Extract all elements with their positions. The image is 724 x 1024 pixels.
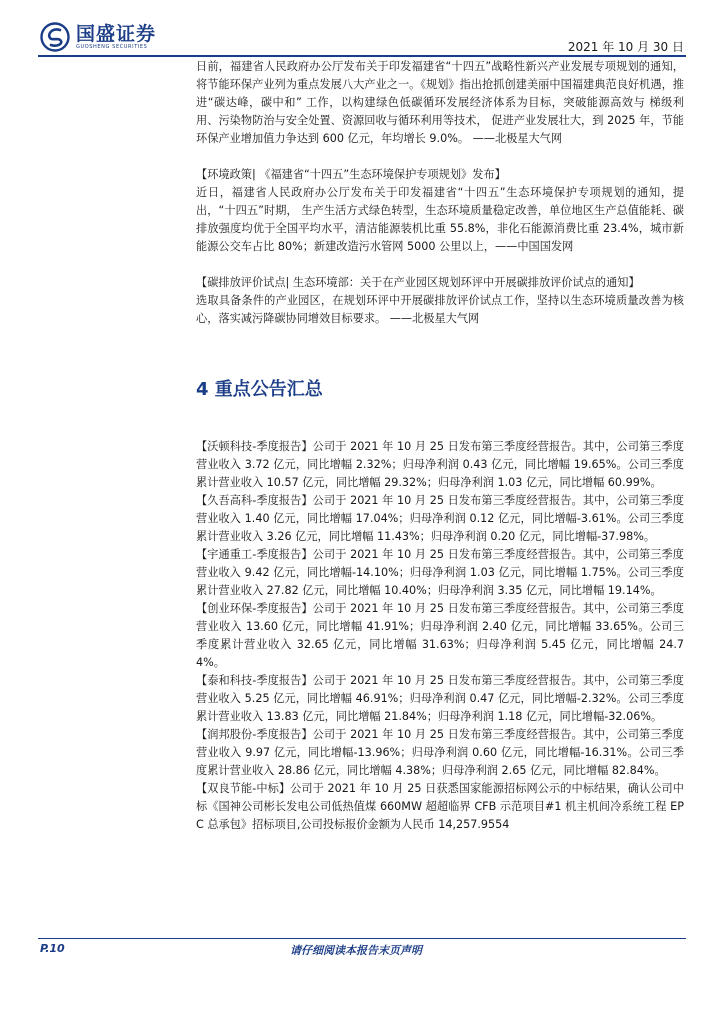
announcement-item: 【润邦股份-季度报告】公司于 2021 年 10 月 25 日发布第三季度经营报告。其中，公司第三季度营业收入 9.97 亿元，同比增幅-13.96%；归母净利润 0.60 亿元，同比增幅-16.31%。公司三季度累计营业收入 28.86 亿元，同比增幅 4.38%；归母净利润 2.65 亿元，同比增幅 82.84%。	[196, 728, 684, 777]
section-title: 4 重点公告汇总	[196, 379, 323, 400]
announcement-item: 【沃顿科技-季度报告】公司于 2021 年 10 月 25 日发布第三季度经营报告。其中，公司第三季度营业收入 3.72 亿元，同比增幅 2.32%；归母净利润 0.43 亿元，同比增幅 19.65%。公司三季度累计营业收入 10.57 亿元，同比增幅 29.32%；归母净利润 1.03 亿元，同比增幅 60.99%。	[196, 440, 684, 489]
spacer	[196, 402, 684, 420]
logo-english-name: GUOSHENG SECURITIES	[76, 43, 148, 50]
guosheng-logo-icon	[40, 22, 70, 52]
report-date: 2021 年 10 月 30 日	[567, 40, 684, 54]
announcement-item: 【久吾高科-季度报告】公司于 2021 年 10 月 25 日发布第三季度经营报告。其中，公司第三季度营业收入 1.40 亿元，同比增幅 17.04%；归母净利润 0.12 亿元，同比增幅-3.61%。公司三季度累计营业收入 3.26 亿元，同比增幅 11.43%；归母净利润 0.20 亿元，同比增幅-37.98%。	[196, 494, 684, 543]
main-content	[196, 58, 684, 834]
logo-chinese-name: 国盛证券	[76, 22, 157, 45]
footer-divider	[38, 938, 686, 939]
announcement-item: 【宇通重工-季度报告】公司于 2021 年 10 月 25 日发布第三季度经营报告。其中，公司第三季度营业收入 9.42 亿元，同比增幅-14.10%；归母净利润 1.03 亿元，同比增幅 1.75%。公司三季度累计营业收入 27.82 亿元，同比增幅 10.40%；归母净利润 3.35 亿元，同比增幅 19.14%。	[196, 548, 684, 597]
news-paragraph-carbon-trial: 选取具备条件的产业园区，在规划环评中开展碳排放评价试点工作，坚持以生态环境质量改善为核心，落实减污降碳协同增效目标要求。 ——北极星大气网	[196, 294, 684, 325]
header-divider	[38, 55, 686, 57]
news-paragraph-env-plan: 近日，福建省人民政府办公厅发布关于印发福建省“十四五”生态环境保护专项规划的通知，提出，“十四五”时期， 生产生活方式绿色转型，生态环境质量稳定改善，单位地区生产总值能耗、碳排放强度均优于全国平均水平，清洁能源装机比重 55.8%，非化石能源消费比重 23.4%，城市新能源公交车占比 80%；新建改造污水管网 5000 公里以上，——中国国发网	[196, 186, 684, 253]
spacer	[196, 346, 684, 364]
company-logo	[40, 22, 156, 52]
news-headline-carbon-trial: 【碳排放评价试点| 生态环境部：关于在产业园区规划环评中开展碳排放评价试点的通知】	[196, 276, 640, 289]
announcement-item: 【创业环保-季度报告】公司于 2021 年 10 月 25 日发布第三季度经营报告。其中，公司第三季度营业收入 13.60 亿元，同比增幅 41.91%；归母净利润 2.40 亿元，同比增幅 33.65%。公司三季度累计营业收入 32.65 亿元，同比增幅 31.63%；归母净利润 5.45 亿元，同比增幅 24.74%。	[196, 602, 684, 669]
spacer	[196, 328, 684, 346]
news-paragraph-fujian-energy: 日前，福建省人民政府办公厅发布关于印发福建省“十四五”战略性新兴产业发展专项规划的通知，将节能环保产业列为重点发展八大产业之一。《规划》指出抢抓创建美丽中国福建典范良好机遇，推进“碳达峰，碳中和” 工作，以构建绿色低碳循环发展经济体系为目标，突破能源高效与 梯级利用、污染物防治与安全处置、资源回收与循环利用等技术， 促进产业发展壮大，到 2025 年，节能环保产业增加值力争达到 600 亿元，年均增长 9.0%。 ——北极星大气网	[196, 60, 684, 145]
spacer	[196, 420, 684, 438]
announcement-item: 【泰和科技-季度报告】公司于 2021 年 10 月 25 日发布第三季度经营报告。其中，公司第三季度营业收入 5.25 亿元，同比增幅 46.91%；归母净利润 0.47 亿元，同比增幅-2.32%。公司三季度累计营业收入 13.83 亿元，同比增幅 21.84%；归母净利润 1.18 亿元，同比增幅-32.06%。	[196, 674, 684, 723]
page-header	[0, 0, 724, 60]
footer-disclaimer: 请仔细阅读本报告末页声明	[290, 944, 422, 957]
spacer	[196, 256, 684, 274]
news-headline-env-plan: 【环境政策| 《福建省“十四五”生态环境保护专项规划》发布】	[196, 168, 506, 181]
page-number: P.10	[40, 942, 65, 955]
spacer	[196, 148, 684, 166]
announcement-item: 【双良节能-中标】公司于 2021 年 10 月 25 日获悉国家能源招标网公示的中标结果，确认公司中标《国神公司彬长发电公司低热值煤 660MW 超超临界 CFB 示范项目#1 机主机间冷系统工程 EPC 总承包》招标项目,公司投标报价金额为人民币 14,257.9554	[196, 782, 684, 831]
